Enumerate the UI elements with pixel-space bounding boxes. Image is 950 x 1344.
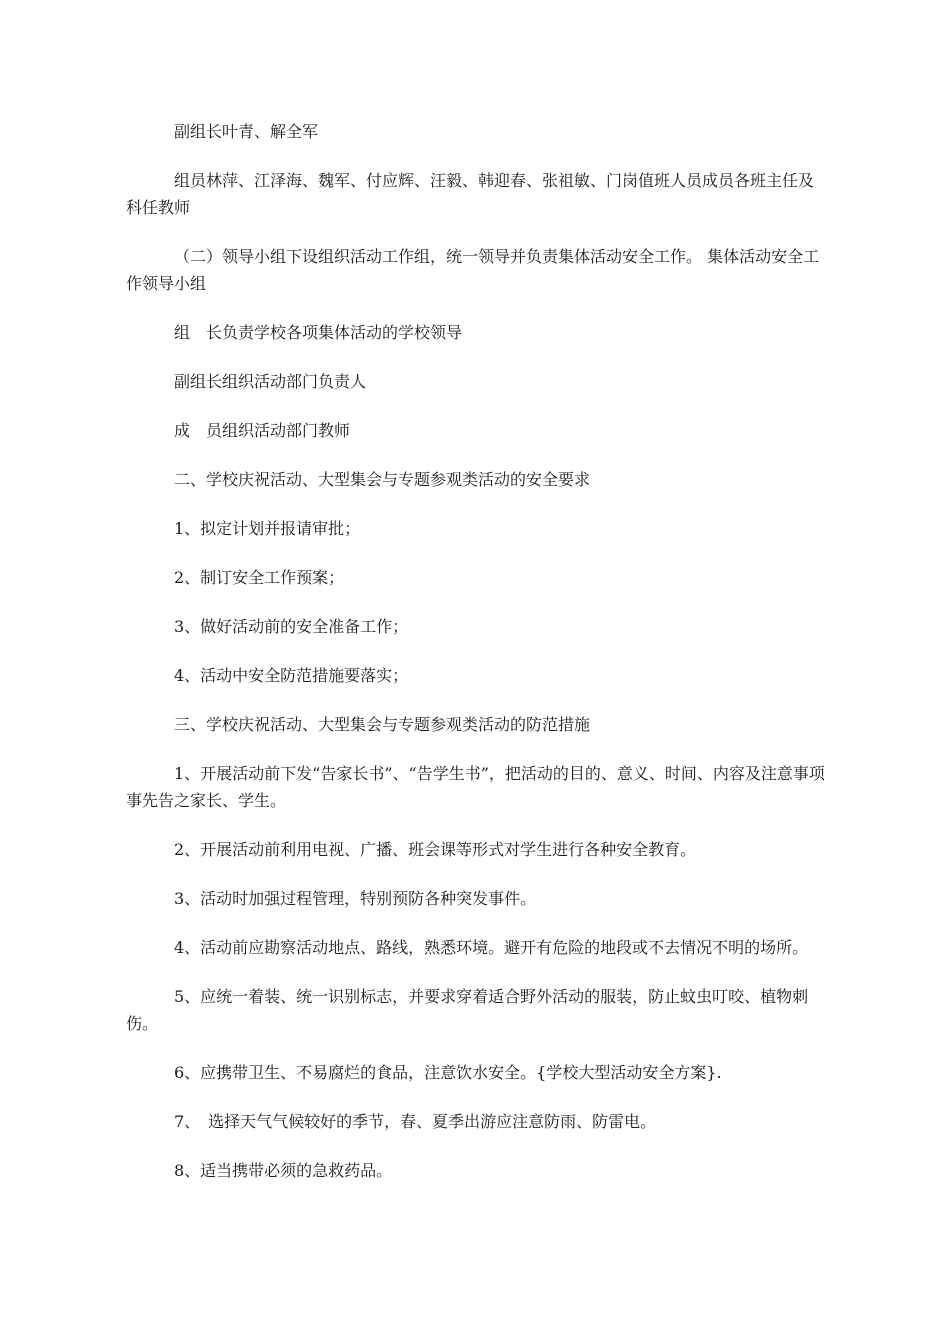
list-item: 1、拟定计划并报请审批；	[174, 519, 361, 538]
paragraph: （二）领导小组下设组织活动工作组，统一领导并负责集体活动安全工作。 集体活动安全工作领导小组	[126, 247, 820, 293]
section-heading: 二、学校庆祝活动、大型集会与专题参观类活动的安全要求	[174, 470, 591, 489]
list-item: 8、适当携带必须的急救药品。	[174, 1161, 393, 1180]
list-item: 3、做好活动前的安全准备工作；	[174, 617, 409, 636]
paragraph: 副组长组织活动部门负责人	[174, 372, 367, 391]
list-item: 4、活动前应勘察活动地点、路线，熟悉环境。避开有危险的地段或不去情况不明的场所。	[174, 938, 809, 957]
paragraph: 组 长负责学校各项集体活动的学校领导	[174, 323, 463, 342]
paragraph: 成 员组织活动部门教师	[174, 421, 351, 440]
document-body	[126, 118, 826, 1206]
list-item: 5、应统一着装、统一识别标志，并要求穿着适合野外活动的服装，防止蚊虫叮咬、植物刺伤。	[126, 987, 809, 1033]
list-item: 7、 选择天气气候较好的季节，春、夏季出游应注意防雨、防雷电。	[174, 1112, 657, 1131]
paragraph: 副组长叶青、解全军	[174, 122, 319, 141]
paragraph: 组员林萍、江泽海、魏军、付应辉、汪毅、韩迎春、张祖敏、门岗值班人员成员各班主任及科任教师	[126, 171, 815, 217]
section-heading: 三、学校庆祝活动、大型集会与专题参观类活动的防范措施	[174, 715, 591, 734]
list-item: 3、活动时加强过程管理，特别预防各种突发事件。	[174, 889, 537, 908]
list-item: 2、开展活动前利用电视、广播、班会课等形式对学生进行各种安全教育。	[174, 840, 697, 859]
list-item: 6、应携带卫生、不易腐烂的食品，注意饮水安全。{学校大型活动安全方案}.	[174, 1063, 722, 1082]
list-item: 2、制订安全工作预案；	[174, 568, 345, 587]
list-item: 1、开展活动前下发“告家长书”、“告学生书”，把活动的目的、意义、时间、内容及注意事项事先告之家长、学生。	[126, 764, 825, 810]
list-item: 4、活动中安全防范措施要落实；	[174, 666, 409, 685]
